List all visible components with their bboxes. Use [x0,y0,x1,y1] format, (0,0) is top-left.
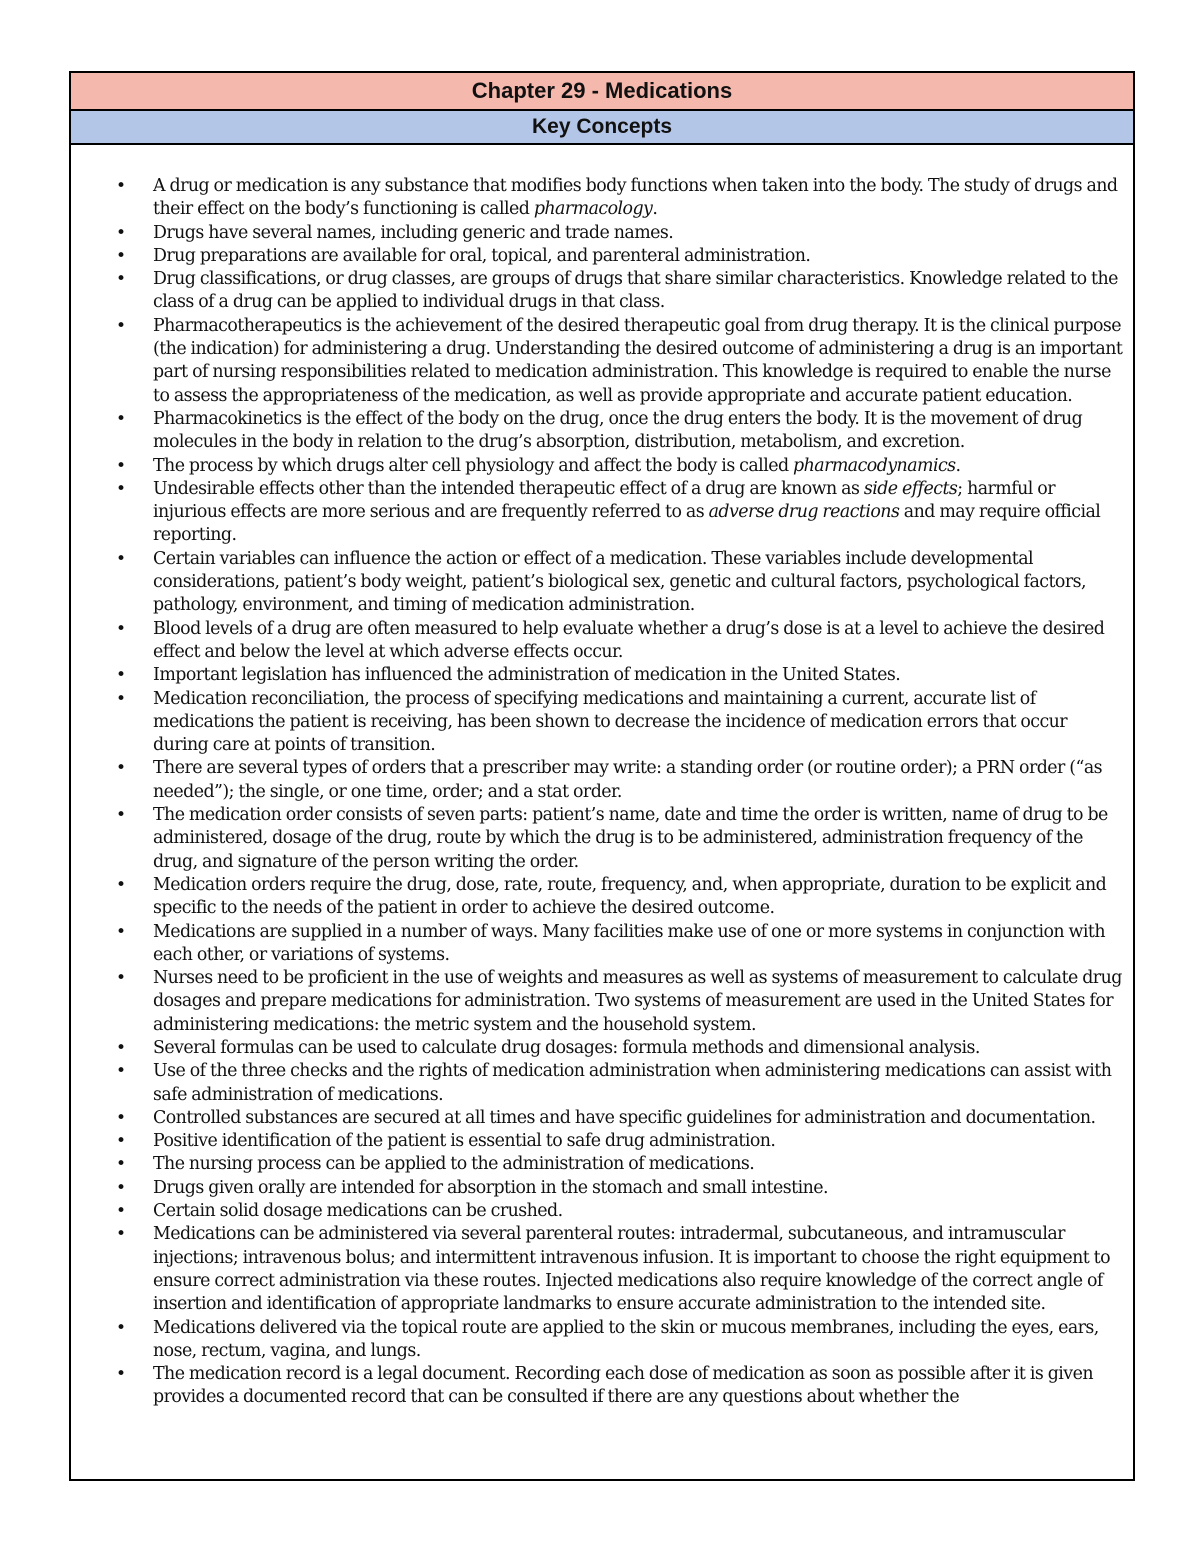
list-item-text: Medication reconciliation, the process of specifying medications and maintaining a current, accurate list of medications the patient is receiving, has been shown to decrease the incidence of medication errors that occur during care at points of transition. [153,688,1068,756]
list-item-text: A drug or medication is any substance that modifies body functions when taken into the body. The study of drugs and their effect on the body’s functioning is called [153,176,1118,220]
list-item [71,315,1123,408]
list-item-text: Drug preparations are available for oral, topical, and parenteral administration. [153,245,811,266]
list-item [71,1130,1123,1153]
emphasized-term: pharmacodynamics [793,455,956,476]
list-item [71,175,1123,222]
list-item [71,804,1123,874]
list-item-text: Important legislation has influenced the administration of medication in the United States. [153,665,901,686]
chapter-title: Chapter 29 - Medications [71,73,1133,111]
list-item [71,1177,1123,1200]
list-item [71,408,1123,455]
list-item-text: . [955,455,961,476]
list-item-text: Medications are supplied in a number of ways. Many facilities make use of one or more systems in conjunction with each other, or variations of systems. [153,921,1105,965]
list-item-text: The nursing process can be applied to the administration of medications. [153,1154,755,1175]
list-item [71,757,1123,804]
list-item [71,1363,1123,1410]
emphasized-term: pharmacology [533,199,653,220]
list-item [71,548,1123,618]
list-item-text: Undesirable effects other than the intended therapeutic effect of a drug are known as [153,478,864,499]
emphasized-term: side effects [863,478,958,499]
list-item [71,1107,1123,1130]
list-item-text: The medication order consists of seven parts: patient’s name, date and time the order is written, name of drug to be administered, dosage of the drug, route by which the drug is to be administered, administration frequency of the drug, and signature of the person writing the order. [153,805,1108,872]
list-item-text: Drugs given orally are intended for absorption in the stomach and small intestine. [153,1177,828,1198]
emphasized-term: adverse drug reactions [708,502,900,523]
list-item-text: Medications delivered via the topical route are applied to the skin or mucous membranes, including the eyes, ears, nose, rectum, vagina, and lungs. [153,1317,1099,1361]
list-item-text: ; harmful or injurious effects are more serious and are frequently referred to as [153,478,1055,523]
list-item [71,921,1123,968]
list-item [71,1037,1123,1060]
list-item-text: Pharmacokinetics is the effect of the body on the drug, once the drug enters the body. It is the movement of drug molecules in the body in relation to the drug’s absorption, distribution, metabolism, and excretion. [153,408,1083,453]
list-item-text: Use of the three checks and the rights of medication administration when administering medications can assist with safe administration of medications. [153,1061,1112,1105]
concept-list [71,175,1123,1410]
list-item-text: Certain variables can influence the action or effect of a medication. These variables include developmental considerations, patient’s body weight, patient’s biological sex, genetic and cultural factors, psychological factors, pathology, environment, and timing of medication administration. [153,548,1086,616]
list-item-text: Nurses need to be proficient in the use of weights and measures as well as systems of measurement to calculate drug dosages and prepare medications for administration. Two systems of measurement are used in the United States for administering medications: the metric system and the household system. [153,968,1122,1035]
list-item [71,1200,1123,1223]
list-item [71,688,1123,758]
list-item-text: . [652,199,658,220]
list-item [71,245,1123,268]
list-item [71,1223,1123,1316]
list-item-text: Drugs have several names, including generic and trade names. [153,222,674,243]
list-item-text: Medication orders require the drug, dose, rate, route, frequency, and, when appropriate, duration to be explicit and specific to the needs of the patient in order to achieve the desired outcome. [153,874,1107,919]
list-item [71,1317,1123,1364]
list-item [71,664,1123,687]
list-item-text: There are several types of orders that a prescriber may write: a standing order (or routine order); a PRN order (“as needed”); the single, or one time, order; and a stat order. [153,758,1103,802]
list-item [71,222,1123,245]
list-item-text: and may require official reporting. [153,502,1101,546]
list-item-text: Several formulas can be used to calculate drug dosages: formula methods and dimensional analysis. [153,1037,980,1058]
list-item-text: Blood levels of a drug are often measured to help evaluate whether a drug’s dose is at a level to achieve the desired effect and below the level at which adverse effects occur. [153,618,1105,662]
concepts-cell [71,145,1133,1410]
list-item [71,455,1123,478]
list-item [71,967,1123,1037]
list-item [71,1060,1123,1107]
list-item-text: Certain solid dosage medications can be crushed. [153,1201,563,1222]
list-item [71,1153,1123,1176]
list-item [71,478,1123,548]
section-heading: Key Concepts [71,111,1133,145]
list-item [71,874,1123,921]
list-item-text: The process by which drugs alter cell physiology and affect the body is called [153,455,794,476]
list-item [71,268,1123,315]
list-item-text: Medications can be administered via several parenteral routes: intradermal, subcutaneous, and intramuscular injections; intravenous bolus; and intermittent intravenous infusion. It is important to choose the right equipment to ensure correct administration via these routes. Injected medications also require knowledge of the correct angle of insertion and identification of appropriate landmarks to ensure accurate administration to the intended site. [153,1224,1111,1315]
list-item-text: Drug classifications, or drug classes, are groups of drugs that share similar characteristics. Knowledge related to the class of a drug can be applied to individual drugs in that class. [153,269,1118,313]
list-item-text: Pharmacotherapeutics is the achievement of the desired therapeutic goal from drug therapy. It is the clinical purpose (the indication) for administering a drug. Understanding the desired outcome of administering a drug is an important part of nursing responsibilities related to medication administration. This knowledge is required to enable the nurse to assess the appropriateness of the medication, as well as provide appropriate and accurate patient education. [153,315,1123,406]
list-item-text: Controlled substances are secured at all times and have specific guidelines for administration and documentation. [153,1107,1096,1128]
key-concepts-table [69,71,1135,1481]
list-item-text: The medication record is a legal document. Recording each dose of medication as soon as possible after it is given provides a documented record that can be consulted if there are any questions about whether the [153,1364,1093,1408]
list-item-text: Positive identification of the patient is essential to safe drug administration. [153,1131,776,1152]
list-item [71,618,1123,665]
